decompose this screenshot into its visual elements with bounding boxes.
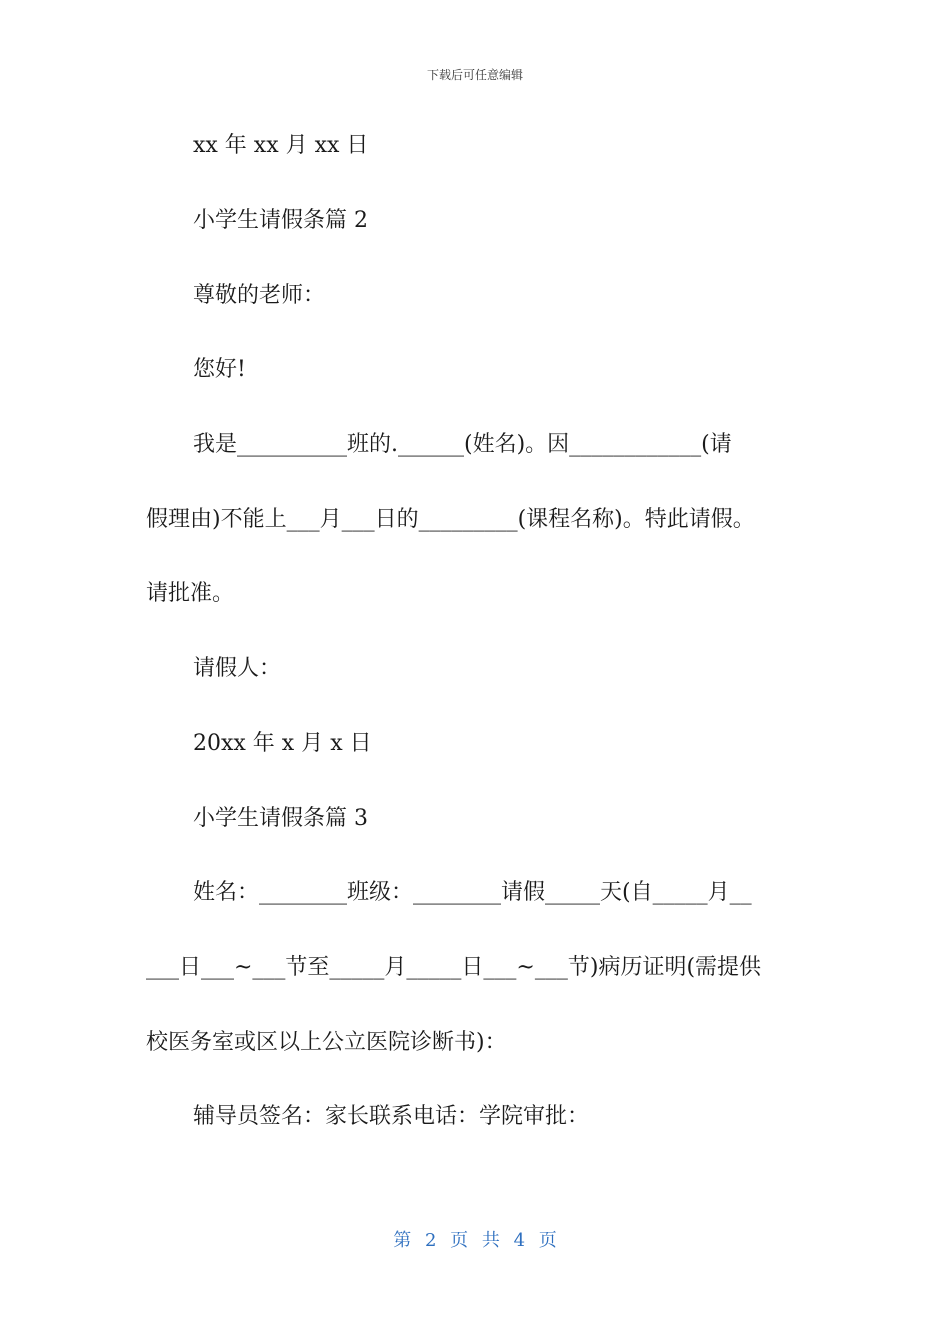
applicant-label: 请假人： (193, 656, 282, 681)
form-line-1: 姓名：________班级：________请假_____天(自_____月__ (193, 880, 752, 905)
salutation: 尊敬的老师： (193, 283, 326, 308)
body-paragraph-line-3: 请批准。 (146, 581, 235, 606)
signature-date: 20xx 年 x 月 x 日 (193, 731, 372, 756)
greeting: 您好! (193, 357, 246, 382)
section-title-2: 小学生请假条篇 2 (193, 208, 368, 233)
date-line: xx 年 xx 月 xx 日 (193, 133, 369, 158)
section-title-3: 小学生请假条篇 3 (193, 806, 368, 831)
form-line-2: ___日___~___节至_____月_____日___~___节)病历证明(需提供 (146, 955, 762, 980)
body-paragraph-line-1: 我是__________班的.______(姓名)。因____________(请 (193, 432, 732, 457)
page-indicator: 第 2 页 共 4 页 (393, 1230, 557, 1251)
header-note: 下载后可任意编辑 (426, 68, 523, 82)
body-paragraph-line-2: 假理由)不能上___月___日的_________(课程名称)。特此请假。 (146, 507, 755, 532)
approval-line: 辅导员签名：家长联系电话：学院审批： (193, 1104, 590, 1129)
form-line-3: 校医务室或区以上公立医院诊断书)： (146, 1030, 507, 1055)
